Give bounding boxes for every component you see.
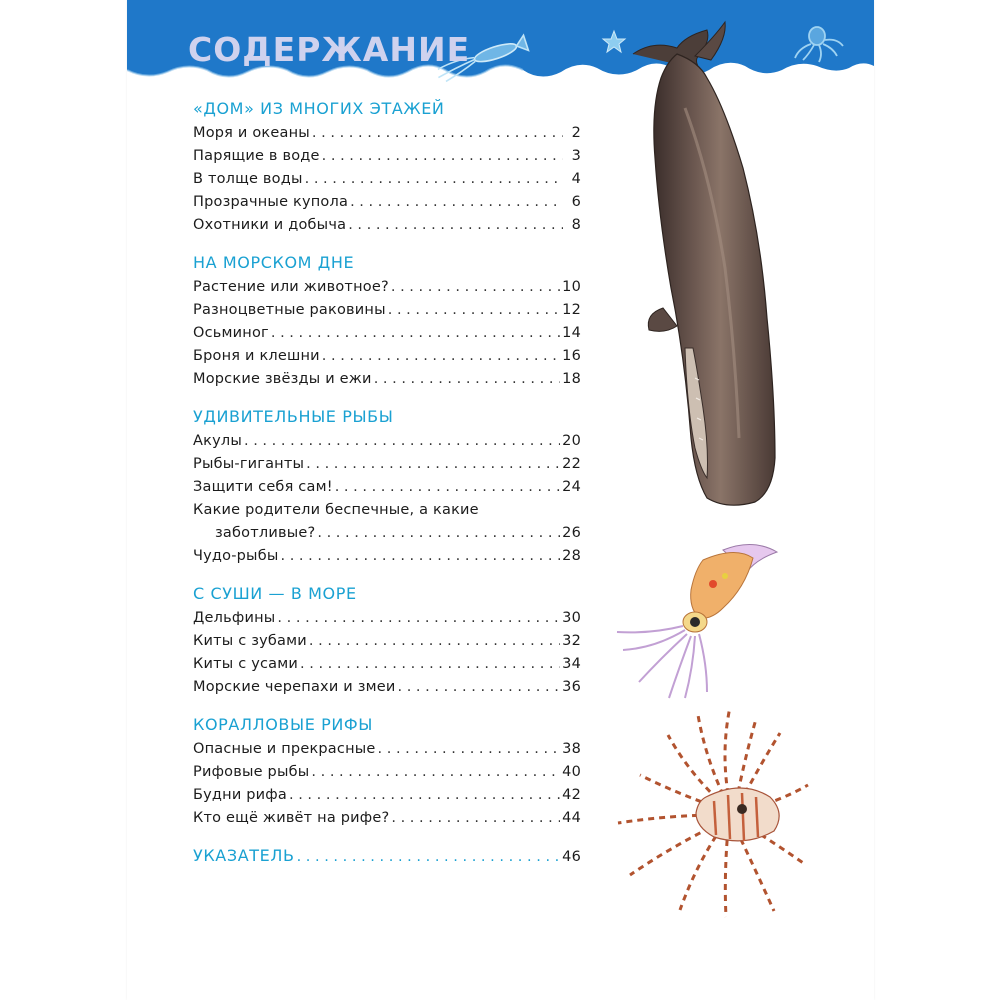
entry-title: Охотники и добыча	[193, 217, 347, 233]
entry-page: 18	[562, 371, 581, 387]
toc-entry[interactable]	[193, 322, 581, 345]
section-title[interactable]: С СУШИ — В МОРЕ	[193, 584, 357, 603]
toc-entry[interactable]	[193, 299, 581, 322]
section-title[interactable]: УДИВИТЕЛЬНЫЕ РЫБЫ	[193, 407, 394, 426]
entry-page: 40	[562, 764, 581, 780]
toc-entry[interactable]	[193, 522, 581, 545]
entry-page: 42	[562, 787, 581, 803]
entry-title: Будни рифа	[193, 787, 287, 803]
entry-page: 10	[562, 279, 581, 295]
toc-section	[193, 581, 581, 699]
toc-entry[interactable]	[193, 738, 581, 761]
toc-section	[193, 712, 581, 830]
toc-section	[193, 404, 581, 568]
entry-title: Растение или животное?	[193, 279, 389, 295]
entry-page: 38	[562, 741, 581, 757]
leader-dots	[391, 276, 560, 299]
toc-section	[193, 96, 581, 237]
toc-entry[interactable]	[193, 476, 581, 499]
entry-page: 6	[571, 194, 581, 210]
toc-entry[interactable]	[193, 653, 581, 676]
entry-title: Чудо-рыбы	[193, 548, 279, 564]
leader-dots	[244, 430, 560, 453]
entry-title: Морские черепахи и змеи	[193, 679, 396, 695]
leader-dots	[305, 168, 563, 191]
section-title[interactable]: КОРАЛЛОВЫЕ РИФЫ	[193, 715, 373, 734]
entry-title: Акулы	[193, 433, 242, 449]
leader-dots	[297, 844, 561, 870]
entry-title: Защити себя сам!	[193, 479, 333, 495]
toc-entry[interactable]	[193, 276, 581, 299]
entry-title: Осьминог	[193, 325, 269, 341]
toc-entry[interactable]	[193, 545, 581, 568]
leader-dots	[350, 191, 563, 214]
leader-dots	[398, 676, 561, 699]
leader-dots	[311, 761, 560, 784]
entry-title: Рифовые рыбы	[193, 764, 310, 780]
toc-entry[interactable]	[193, 453, 581, 476]
leader-dots	[322, 145, 563, 168]
leader-dots	[335, 476, 560, 499]
toc-entry[interactable]	[193, 430, 581, 453]
toc-entry[interactable]	[193, 761, 581, 784]
toc-entry[interactable]	[193, 145, 581, 168]
leader-dots	[281, 545, 561, 568]
toc-entry[interactable]	[193, 191, 581, 214]
entry-page: 28	[562, 548, 581, 564]
entry-title: Киты с зубами	[193, 633, 307, 649]
entry-page: 4	[571, 171, 581, 187]
leader-dots	[322, 345, 560, 368]
page-title: СОДЕРЖАНИЕ	[188, 30, 471, 69]
entry-page: 12	[562, 302, 581, 318]
entry-title: Морские звёзды и ежи	[193, 371, 372, 387]
toc-entry[interactable]	[193, 122, 581, 145]
entry-page: 8	[571, 217, 581, 233]
entry-title: Кто ещё живёт на рифе?	[193, 810, 390, 826]
entry-title: Дельфины	[193, 610, 276, 626]
sperm-whale-illustration	[615, 18, 790, 518]
entry-page: 34	[562, 656, 581, 672]
leader-dots	[306, 453, 560, 476]
index-page: 46	[562, 849, 581, 865]
index-title: УКАЗАТЕЛЬ	[193, 846, 295, 865]
entry-title: Парящие в воде	[193, 148, 320, 164]
entry-page: 26	[562, 525, 581, 541]
leader-dots	[391, 807, 560, 830]
entry-title: Киты с усами	[193, 656, 299, 672]
entry-page: 36	[562, 679, 581, 695]
entry-page: 32	[562, 633, 581, 649]
squid-illustration	[615, 538, 785, 708]
toc-entry[interactable]	[193, 607, 581, 630]
entry-page: 3	[571, 148, 581, 164]
leader-dots	[300, 653, 560, 676]
toc-entry[interactable]	[193, 676, 581, 699]
section-title[interactable]: НА МОРСКОМ ДНЕ	[193, 253, 355, 272]
entry-page: 2	[571, 125, 581, 141]
section-title[interactable]: «ДОМ» ИЗ МНОГИХ ЭТАЖЕЙ	[193, 99, 445, 118]
entry-title: Моря и океаны	[193, 125, 310, 141]
entry-title: Рыбы-гиганты	[193, 456, 305, 472]
entry-title: В толще воды	[193, 171, 303, 187]
toc-entry[interactable]	[193, 807, 581, 830]
leader-dots	[312, 122, 563, 145]
leader-dots	[317, 522, 560, 545]
entry-page: 16	[562, 348, 581, 364]
entry-page: 44	[562, 810, 581, 826]
entry-page: 24	[562, 479, 581, 495]
leader-dots	[277, 607, 560, 630]
entry-page: 30	[562, 610, 581, 626]
entry-page: 20	[562, 433, 581, 449]
entry-page: 22	[562, 456, 581, 472]
entry-title: Прозрачные купола	[193, 194, 349, 210]
toc-index-entry[interactable]	[193, 843, 581, 869]
leader-dots	[378, 738, 561, 761]
leader-dots	[309, 630, 560, 653]
entry-title: заботливые?	[215, 525, 316, 541]
toc-entry[interactable]	[193, 784, 581, 807]
toc-entry[interactable]	[193, 368, 581, 391]
toc-entry[interactable]	[193, 168, 581, 191]
leader-dots	[289, 784, 560, 807]
entry-title: Броня и клешни	[193, 348, 320, 364]
leader-dots	[388, 299, 560, 322]
table-of-contents	[193, 96, 581, 869]
entry-page: 14	[562, 325, 581, 341]
lionfish-illustration	[610, 705, 810, 920]
toc-entry[interactable]	[193, 345, 581, 368]
leader-dots	[374, 368, 560, 391]
entry-title: Опасные и прекрасные	[193, 741, 376, 757]
leader-dots	[271, 322, 560, 345]
toc-entry[interactable]	[193, 214, 581, 237]
toc-entry[interactable]	[193, 630, 581, 653]
entry-title: Разноцветные раковины	[193, 302, 386, 318]
toc-section	[193, 250, 581, 391]
toc-entry-first-line[interactable]: Какие родители беспечные, а какие	[193, 502, 479, 518]
leader-dots	[348, 214, 563, 237]
